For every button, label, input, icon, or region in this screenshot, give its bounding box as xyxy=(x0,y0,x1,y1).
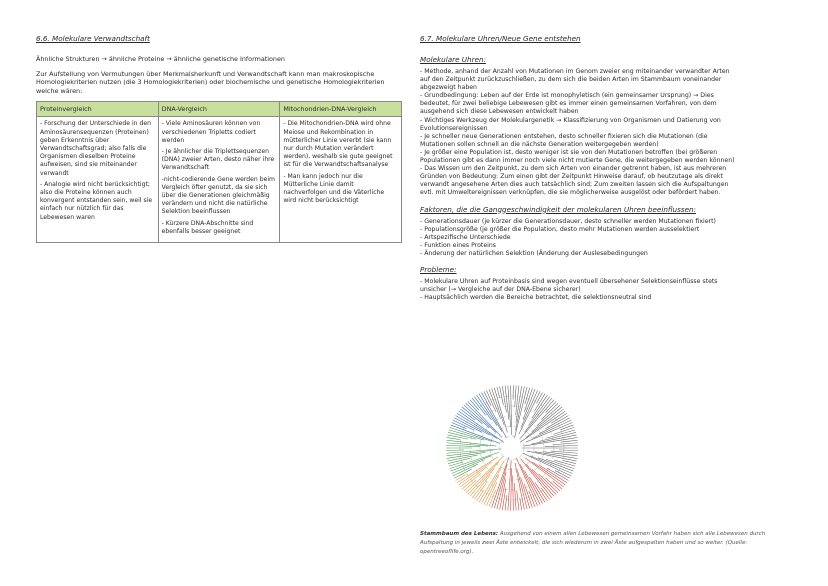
tree-branch xyxy=(545,445,578,446)
tree-branch xyxy=(513,476,514,511)
text-line: abgezweigt haben xyxy=(420,84,477,92)
tree-branch xyxy=(511,468,512,511)
tree-branch xyxy=(517,491,519,511)
tree-branch xyxy=(515,385,516,407)
tree-branch xyxy=(497,387,500,398)
tree-branch xyxy=(539,432,576,441)
tree-branch xyxy=(505,495,507,510)
tree-branch xyxy=(477,395,497,425)
tree-ring xyxy=(500,436,524,460)
tree-branches xyxy=(446,385,578,510)
subheading-molekulare-uhren: Molekulare Uhren: xyxy=(420,55,486,64)
dna-point: - Je ähnlicher die Triplettsequenzen (DNA) zweier Arten, desto näher ihre Verwandtschaft xyxy=(161,147,275,172)
tree-branch xyxy=(460,409,475,420)
header-dna: DNA-Vergleich xyxy=(158,102,280,117)
header-mito: Mitochondrien-DNA-Vergleich xyxy=(280,102,402,117)
tree-branch xyxy=(560,425,573,430)
cell-mito xyxy=(280,117,402,243)
tree-branch xyxy=(551,413,567,423)
text-line: unsicher (→ Vergleiche auf der DNA-Ebene sicherer) xyxy=(420,286,581,294)
caption-text: Ausgehend von einem allen Lebewesen gemeinsamen Vorfahr haben sich alle Lebewesen durch Aufspaltung in jeweils zwei Äste entwickelt, die sich wiederum in zwei Äste aufgespalten haben und so weiter. (Quelle: opentreeoflife.org). xyxy=(420,531,766,555)
tree-branch xyxy=(511,385,512,434)
mito-point: - Man kann jedoch nur die Mütterliche Linie damit nachverfolgen und die Väterliche wird nicht berücksichtigt xyxy=(283,172,385,205)
text-line: - Je schneller neue Generationen entstehen, desto schneller fixieren sich die Mutationen (die xyxy=(420,132,708,140)
text-line: - Grundbedingung: Leben auf der Erde ist monophyletisch (ein gemeinsamer Ursprung) → Dies xyxy=(420,92,714,100)
mito-point: - Die Mitochondrien-DNA wird ohne Meiose und Rekombination in mütterlicher Linie vererbt (sie kann nur durch Mutation verändert werden), weshalb sie gute geeignet ist für die Verwandtschaftsanalyse xyxy=(283,120,393,169)
text-line: - Methode, anhand der Anzahl von Mutationen im Genom zweier eng miteinander verwandter Arten xyxy=(420,68,730,75)
text-line: - Änderung der natürlichen Selektion (Änderung der Auslesebedingungen xyxy=(420,249,648,257)
cell-dna xyxy=(158,117,280,243)
tree-branch xyxy=(539,465,566,482)
dna-point: -nicht-codierende Gene werden beim Vergleich öfter genutzt, da sie sich über die Generationen gleichmäßig verändern und nicht die natürliche Selektion beeinflussen xyxy=(161,175,275,216)
tree-branch xyxy=(468,462,499,494)
tree-branch xyxy=(456,475,466,481)
tree-branch xyxy=(446,445,480,446)
text-line: - Hauptsächlich werden die Bereiche betrachtet, die selektionsneutral sind xyxy=(420,294,652,302)
tree-branch xyxy=(553,443,578,445)
tree-branch xyxy=(520,498,522,510)
text-line: - Wichtiges Werkzeug der Molekulargenetik → Klassifizierung von Organismen und Datierung von xyxy=(420,116,721,124)
right-column xyxy=(420,34,796,302)
subheading-probleme: Probleme: xyxy=(420,264,457,274)
tree-branch xyxy=(446,450,464,451)
cell-protein xyxy=(37,117,159,243)
tree-branch xyxy=(494,464,507,508)
text-line: verwandt angesehene Arten dies auch tatsächlich sind; Zum zweiten lassen sich die Aufspaltungen xyxy=(420,181,729,189)
faktoren-lines xyxy=(420,218,796,258)
text-line: Evolutionsereignissen xyxy=(420,124,488,132)
tree-branch xyxy=(523,389,535,419)
tree-branch xyxy=(532,435,577,444)
probleme-lines xyxy=(420,278,796,302)
tree-branch xyxy=(494,388,507,433)
text-line: bedeutet, für zwei beliebige Lebewesen gibt es immer einen gemeinsamen Vorfahren, von dem xyxy=(420,100,717,108)
tree-branch xyxy=(464,480,476,491)
text-line: - Je größer eine Population ist, desto weniger ist sie von den Mutationen betroffen (bei größeren xyxy=(420,148,718,156)
text-line: auf den Zeitpunkt zurückzuschließen, zu dem sich die beiden Arten im Stammbaum voneinander xyxy=(420,76,722,84)
header-protein: Proteinvergleich xyxy=(37,102,159,117)
text-line: - Generationsdauer (je kürzer die Generationsdauer, desto schneller werden Mutationen fixiert) xyxy=(420,217,716,225)
subheading-faktoren: Faktoren, die die Ganggeschwindigkeit der molekularen Uhren beeinflussen: xyxy=(420,204,696,214)
tree-branch xyxy=(546,430,575,438)
caption-title: Stammbaum des Lebens: xyxy=(420,531,499,537)
intro-paragraph: Zur Aufstellung von Vermutungen über Merkmalsherkunft und Verwandtschaft kann man makroskopische Homologiekriterien nutzen (die 3 Homologiekriterien) oder biochemische und genetische Homologiekriterien welche wären: xyxy=(36,69,385,95)
text-line: - Populationsgröße (je größer die Population, desto mehr Mutationen werden ausselektiert xyxy=(420,225,700,233)
text-line: evtl. mit Umweltereignissen verknüpfen, die sie möglicherweise ausgelöst oder befördert haben. xyxy=(420,189,721,197)
section-heading-6-6: 6.6. Molekulare Verwandtschaft xyxy=(36,34,150,43)
tree-branch xyxy=(516,386,519,415)
tree-branch xyxy=(508,385,511,427)
text-line: Gründen von Bedeutung: Zum einen gibt der Zeitpunkt Hinweise darauf, ob heutzutage als direkt xyxy=(420,173,723,181)
tree-branch xyxy=(521,477,530,508)
uhren-lines xyxy=(420,68,796,198)
text-line: - Das Wissen um den Zeitpunkt, zu dem sich Arten von einander getrennt haben, ist aus mehreren xyxy=(420,165,727,173)
comparison-table xyxy=(36,101,402,243)
tree-branch xyxy=(537,392,543,403)
dna-point: - Kürzere DNA-Abschnitte sind ebenfalls besser geeignet xyxy=(161,219,254,235)
text-line: - Artspezifische Unterschiede xyxy=(420,233,511,241)
tree-branch xyxy=(538,458,573,471)
tree-branch xyxy=(454,469,472,478)
tree-branch xyxy=(514,483,516,510)
tree-branch xyxy=(447,438,460,440)
text-line: - Funktion eines Proteins xyxy=(420,241,497,249)
tree-branch xyxy=(497,472,506,509)
tree-branch xyxy=(559,450,578,451)
text-line: Populationen gibt es dann immer noch viele nicht mutierte Gene, die weitergegeben werden können) xyxy=(420,157,735,165)
tree-of-life-figure xyxy=(424,378,600,518)
text-line: ausgehend sich diese Lebewesen entwickelt haben xyxy=(420,108,579,116)
protein-point: - Analogie wird nicht berücksichtigt; also die Proteine können auch konvergent entstanden sein, weil sie einfach nur nützlich für das Lebewesen waren xyxy=(40,180,153,221)
tree-branch xyxy=(520,411,565,442)
section-heading-6-7: 6.7. Molekulare Uhren/Neue Gene entstehen xyxy=(420,34,581,43)
tree-branch xyxy=(447,435,468,439)
tree-branch xyxy=(525,388,530,404)
dna-point: - Viele Aminosäuren können von verschiedenen Tripletts codiert werden xyxy=(161,120,261,144)
tree-branch xyxy=(561,440,578,442)
figure-caption xyxy=(420,530,796,557)
tree-branch xyxy=(553,482,562,489)
text-line: - Molekulare Uhren auf Proteinbasis sind wegen eventuell übersehener Selektionseinflüsse stets xyxy=(420,277,718,285)
protein-point: - Forschung der Unterschiede in den Aminosäurensequenzen (Proteinen) geben Erkenntnis über Verwandtschaftsgrad; also falls die Organismen dieselben Proteine aufweisen, sind sie miteinander verwandt xyxy=(40,120,151,177)
text-line: Mutationen sollen schnell an die nächste Generation weitergegeben werden) xyxy=(420,140,659,148)
left-column xyxy=(36,34,402,243)
intro-line: Ähnliche Strukturen → ähnliche Proteine → ähnliche genetische Informationen xyxy=(36,55,285,63)
